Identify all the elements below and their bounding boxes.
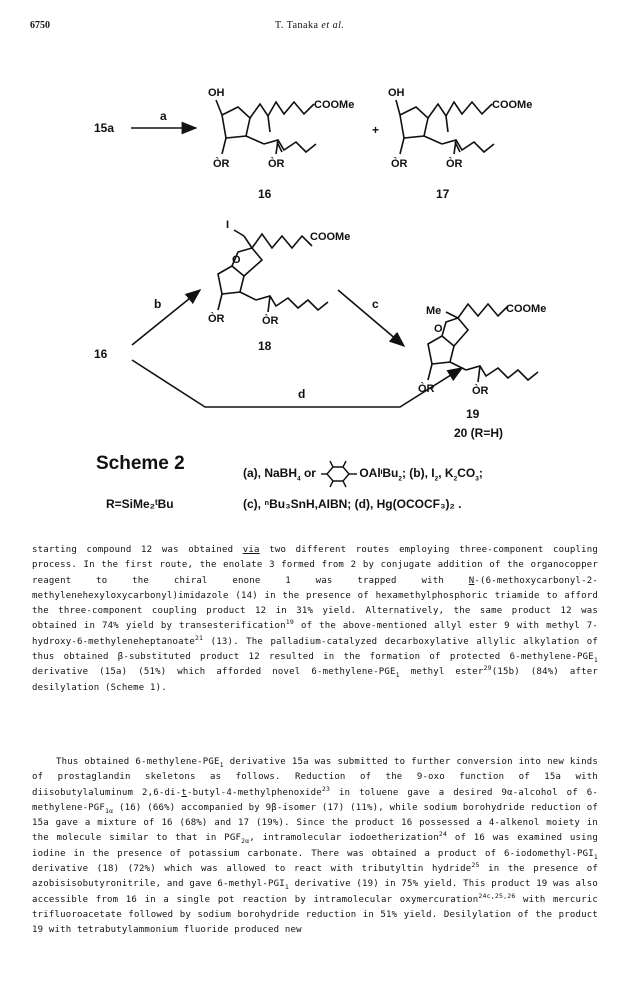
cond-k-sub: 2 <box>453 475 458 483</box>
group-or-17a: ÒR <box>391 158 408 170</box>
arrow-b <box>132 290 200 345</box>
text-run: , intramolecular iodoetherization <box>249 833 439 844</box>
citation: 29 <box>483 664 492 673</box>
conditions-line-1 <box>243 459 483 489</box>
running-head-etal: et al. <box>321 20 345 31</box>
text-run: -butyl-4-methylphenoxide <box>187 787 322 798</box>
structure-19 <box>428 304 538 382</box>
text-run: derivative 15a was submitted to further conversion into new kinds of prostaglandin skeletons as follows. Reduction of the 9-oxo function of 15a with diisobutylaluminum 2,6-di- <box>32 757 598 798</box>
compound-label-16: 16 <box>258 187 272 201</box>
paragraph-2 <box>32 755 598 939</box>
citation: 19 <box>285 618 295 627</box>
structure-16 <box>216 100 316 154</box>
subscript: 1 <box>593 655 598 664</box>
cond-a: (a), NaBH <box>243 466 298 481</box>
group-ester-17: COOMe <box>492 99 533 111</box>
arrow-label-c: c <box>372 297 379 311</box>
plus-sign: + <box>372 123 380 137</box>
text-run: (13). The palladium-catalyzed decarboxylative allylic alkylation of thus obtained β-substituted product 12 resulted in the formation of protected 6-methylene-PGE <box>32 636 598 663</box>
compound-label-16-left: 16 <box>94 347 108 361</box>
text-run: methyl ester <box>399 667 484 678</box>
running-head <box>275 20 344 31</box>
arrow-c <box>338 290 404 346</box>
cond-b-sub: 2 <box>434 475 439 483</box>
text-run: -(6-methoxycarbonyl-2-methylenehexyloxycarbonyl)imidazole (14) in the presence of hexamethylphosphoric triamide to afford the three-component coupling product 12 in 31% yield. Alternatively, the same product 12 was obtained in 74% yield by transesterification <box>32 575 598 632</box>
text-run: in toluene gave a desired 9α-alcohol of 6-methylene-PGF <box>32 787 598 813</box>
text-run: Thus obtained 6-methylene-PGE <box>56 757 220 767</box>
text-run: (15b) (84%) after desilylation (Scheme 1). <box>32 667 598 693</box>
compound-label-17: 17 <box>436 187 450 201</box>
cond-a-sub: 4 <box>297 475 301 483</box>
text-run: with mercuric trifluoroacetate followed by sodium borohydride reduction in 51% yield. Desilylation of the product 19 with tetrabutylammonium fluoride produced new <box>32 894 598 936</box>
group-ester-18: COOMe <box>310 231 351 243</box>
group-or-19a: ÒR <box>418 383 435 395</box>
text-run: (16) (66%) accompanied by 9β-isomer (17) (11%), while sodium borohydride reduction of 15a gave a mixture of 16 (68%) and 17 (19%). Since the product 16 possessed a 4-alkenol moiety in the molecule similar to that in PGF <box>32 802 598 844</box>
cond-co-sub: 3 <box>475 475 479 483</box>
group-or-17b: ÒR <box>446 158 463 170</box>
page-number: 6750 <box>30 20 50 31</box>
cond-reagent-sub: 2 <box>398 475 402 483</box>
group-me-19: Me <box>426 305 442 317</box>
group-oh-16: OH <box>208 87 225 99</box>
text-run: in the presence of azobisisobutyronitrile, and gave 6-methyl-PGI <box>32 864 598 890</box>
citation: 24c,25,26 <box>478 891 516 900</box>
group-o-18: O <box>232 254 241 266</box>
group-o-19: O <box>434 323 443 335</box>
group-iodo-18: I <box>226 219 230 231</box>
text-run: derivative (15a) (51%) which afforded novel 6-methylene-PGE <box>32 667 396 678</box>
compound-label-20: 20 (R=H) <box>454 426 504 440</box>
compound-label-18: 18 <box>258 339 272 353</box>
subscript: 1 <box>593 852 598 861</box>
phenoxide-icon <box>319 459 359 489</box>
subscript: 1 <box>395 671 400 680</box>
conditions-line-2: (c), ⁿBu₃SnH,AIBN; (d), Hg(OCOCF₃)₂ . <box>243 497 462 511</box>
arrow-label-d: d <box>298 387 306 401</box>
citation: 25 <box>471 861 480 870</box>
cond-co: CO <box>457 466 476 481</box>
cond-b-tail: , K <box>438 466 454 481</box>
group-or-16b: ÒR <box>268 158 285 170</box>
citation: 21 <box>194 633 204 642</box>
text-run: derivative (19) in 75% yield. This product 19 was also accessible from 16 in a single pot reaction by intramolecular oxymercuration <box>32 879 598 905</box>
compound-label-19: 19 <box>466 407 480 421</box>
group-or-16a: ÒR <box>213 158 230 170</box>
arrow-label-a: a <box>160 109 167 123</box>
scheme-2-figure <box>0 60 627 455</box>
text-run-underlined: via <box>242 545 260 555</box>
arrow-label-b: b <box>154 297 162 311</box>
text-run: derivative (18) (72%) which was allowed to react with tributyltin hydride <box>32 864 472 875</box>
cond-or: or <box>300 466 320 481</box>
running-head-authors: T. Tanaka <box>275 20 322 31</box>
cond-end: ; <box>478 466 483 481</box>
cond-reagent: OAlᶦBu <box>359 466 399 481</box>
group-or-19b: ÒR <box>472 385 489 397</box>
text-run: of 16 was examined using iodine in the presence of potassium carbonate. There was obtained a product of 6-iodomethyl-PGI <box>32 833 598 859</box>
group-or-18b: ÒR <box>262 315 279 327</box>
subscript: 2α <box>241 837 250 846</box>
group-ester-16: COOMe <box>314 99 355 111</box>
text-run: two different routes employing three-component coupling process. In the first route, the enolate 3 formed from 2 by conjugate addition of the organocopper reagent to the chiral enone 1 was trapped with <box>32 545 598 586</box>
subscript: 1 <box>219 760 224 769</box>
subscript: 1α <box>105 806 114 815</box>
text-run: of the above-mentioned allyl ester 9 with methyl 7-hydroxy-6-methyleneheptanoate <box>32 621 598 647</box>
subscript: 1 <box>284 883 289 892</box>
arrow-d <box>132 360 462 407</box>
group-or-18a: ÒR <box>208 313 225 325</box>
citation: 23 <box>321 784 331 793</box>
compound-label-15a: 15a <box>94 121 115 135</box>
paragraph-1 <box>32 543 598 696</box>
r-definition: R=SiMe₂ᵗBu <box>106 497 174 511</box>
text-run-underlined: t <box>181 787 187 798</box>
scheme-title: Scheme 2 <box>96 453 185 474</box>
cond-b: ; (b), I <box>401 466 435 481</box>
group-ester-19: COOMe <box>506 303 547 315</box>
text-run-underlined: N <box>468 575 475 586</box>
citation: 24 <box>438 830 448 839</box>
structure-17 <box>396 100 494 154</box>
group-oh-17: OH <box>388 87 405 99</box>
text-run: starting compound 12 was obtained <box>32 545 243 555</box>
